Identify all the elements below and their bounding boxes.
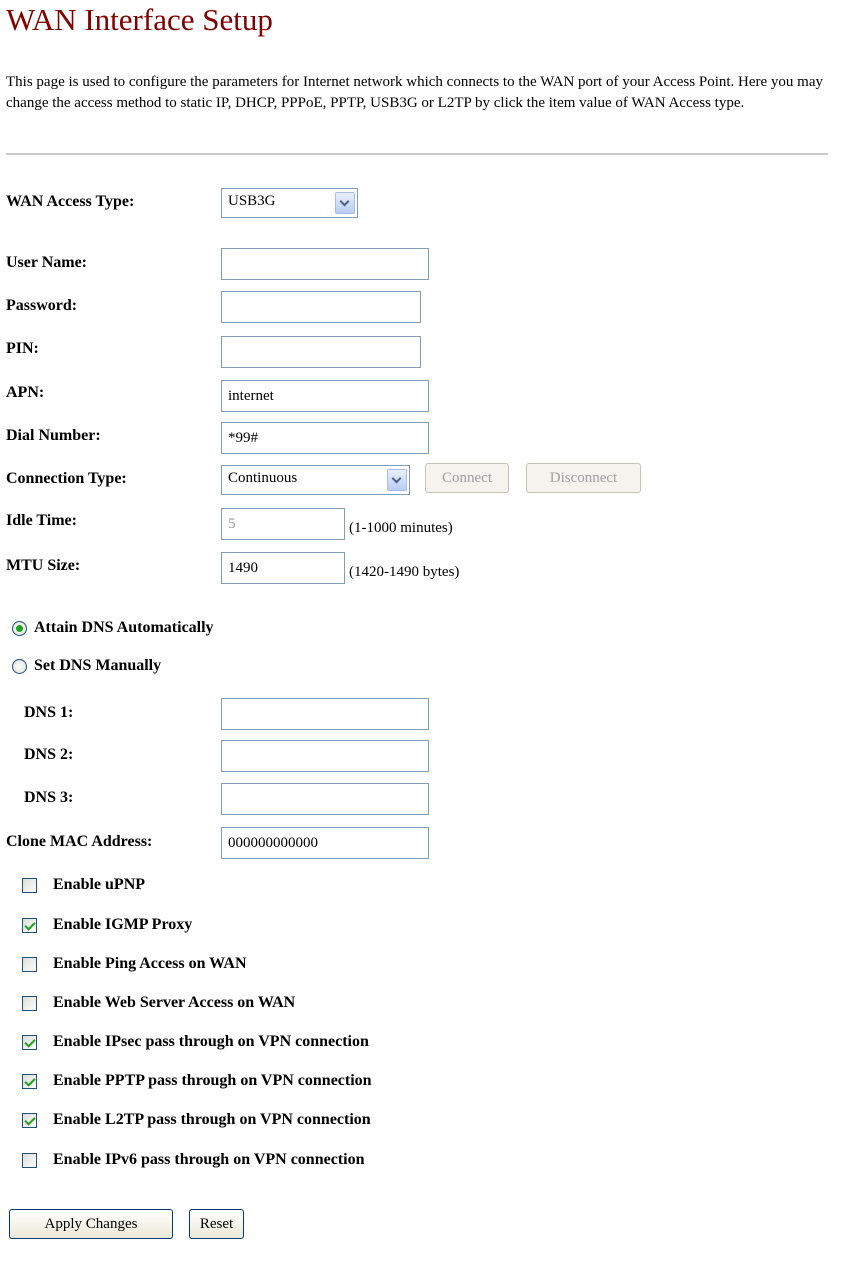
wan-access-type-value: USB3G (228, 193, 276, 209)
pptp-passthrough-label: Enable PPTP pass through on VPN connection (53, 1072, 372, 1089)
dns-auto-radio[interactable] (12, 621, 27, 636)
chevron-down-icon[interactable] (335, 192, 355, 214)
mtu-size-input[interactable] (221, 552, 345, 584)
dns1-input[interactable] (221, 698, 429, 730)
upnp-label: Enable uPNP (53, 876, 146, 893)
dial-number-input[interactable] (221, 422, 429, 454)
password-input[interactable] (221, 291, 421, 323)
connection-type-select[interactable] (221, 465, 410, 495)
ping-access-checkbox[interactable] (22, 957, 37, 972)
connect-button[interactable]: Connect (425, 463, 509, 493)
apn-label: APN: (6, 384, 45, 401)
l2tp-passthrough-label: Enable L2TP pass through on VPN connection (53, 1111, 371, 1128)
mtu-size-hint: (1420-1490 bytes) (349, 564, 460, 580)
l2tp-passthrough-checkbox[interactable] (22, 1113, 37, 1128)
pptp-passthrough-checkbox[interactable] (22, 1074, 37, 1089)
divider (6, 153, 828, 155)
password-label: Password: (6, 297, 78, 314)
idle-time-hint: (1-1000 minutes) (349, 520, 453, 536)
chevron-down-icon[interactable] (387, 469, 407, 491)
upnp-checkbox[interactable] (22, 878, 37, 893)
web-server-access-label: Enable Web Server Access on WAN (53, 994, 296, 1011)
dns-auto-label: Attain DNS Automatically (34, 619, 214, 636)
page-description: This page is used to configure the parameters for Internet network which connects to the WAN port of your Access Point. Here you may change the access method to static IP, DHCP, PPPoE, PPTP, USB3G or L2TP by click the item value of WAN Access type. (6, 74, 823, 111)
dial-number-label: Dial Number: (6, 427, 101, 444)
wan-access-type-select[interactable] (221, 188, 358, 218)
connection-type-value: Continuous (228, 470, 298, 486)
ipv6-passthrough-checkbox[interactable] (22, 1153, 37, 1168)
dns-manual-radio[interactable] (12, 659, 27, 674)
user-name-label: User Name: (6, 254, 88, 271)
dns2-input[interactable] (221, 740, 429, 772)
disconnect-button[interactable]: Disconnect (526, 463, 641, 493)
page-title: WAN Interface Setup (6, 2, 273, 37)
reset-button[interactable]: Reset (189, 1209, 244, 1239)
ipv6-passthrough-label: Enable IPv6 pass through on VPN connection (53, 1151, 365, 1168)
dns1-label: DNS 1: (24, 704, 74, 721)
web-server-access-checkbox[interactable] (22, 996, 37, 1011)
ipsec-passthrough-checkbox[interactable] (22, 1035, 37, 1050)
pin-label: PIN: (6, 340, 39, 357)
ping-access-label: Enable Ping Access on WAN (53, 955, 247, 972)
user-name-input[interactable] (221, 248, 429, 280)
clone-mac-input[interactable] (221, 827, 429, 859)
ipsec-passthrough-label: Enable IPsec pass through on VPN connection (53, 1033, 369, 1050)
igmp-proxy-label: Enable IGMP Proxy (53, 916, 193, 933)
dns2-label: DNS 2: (24, 746, 74, 763)
apn-input[interactable] (221, 380, 429, 412)
clone-mac-label: Clone MAC Address: (6, 833, 153, 850)
mtu-size-label: MTU Size: (6, 557, 81, 574)
apply-changes-button[interactable]: Apply Changes (9, 1209, 173, 1239)
idle-time-label: Idle Time: (6, 512, 77, 529)
dns3-input[interactable] (221, 783, 429, 815)
igmp-proxy-checkbox[interactable] (22, 918, 37, 933)
dns3-label: DNS 3: (24, 789, 74, 806)
pin-input[interactable] (221, 336, 421, 368)
idle-time-input[interactable] (221, 508, 345, 540)
connection-type-label: Connection Type: (6, 470, 127, 487)
dns-manual-label: Set DNS Manually (34, 657, 162, 674)
wan-access-type-label: WAN Access Type: (6, 193, 135, 210)
